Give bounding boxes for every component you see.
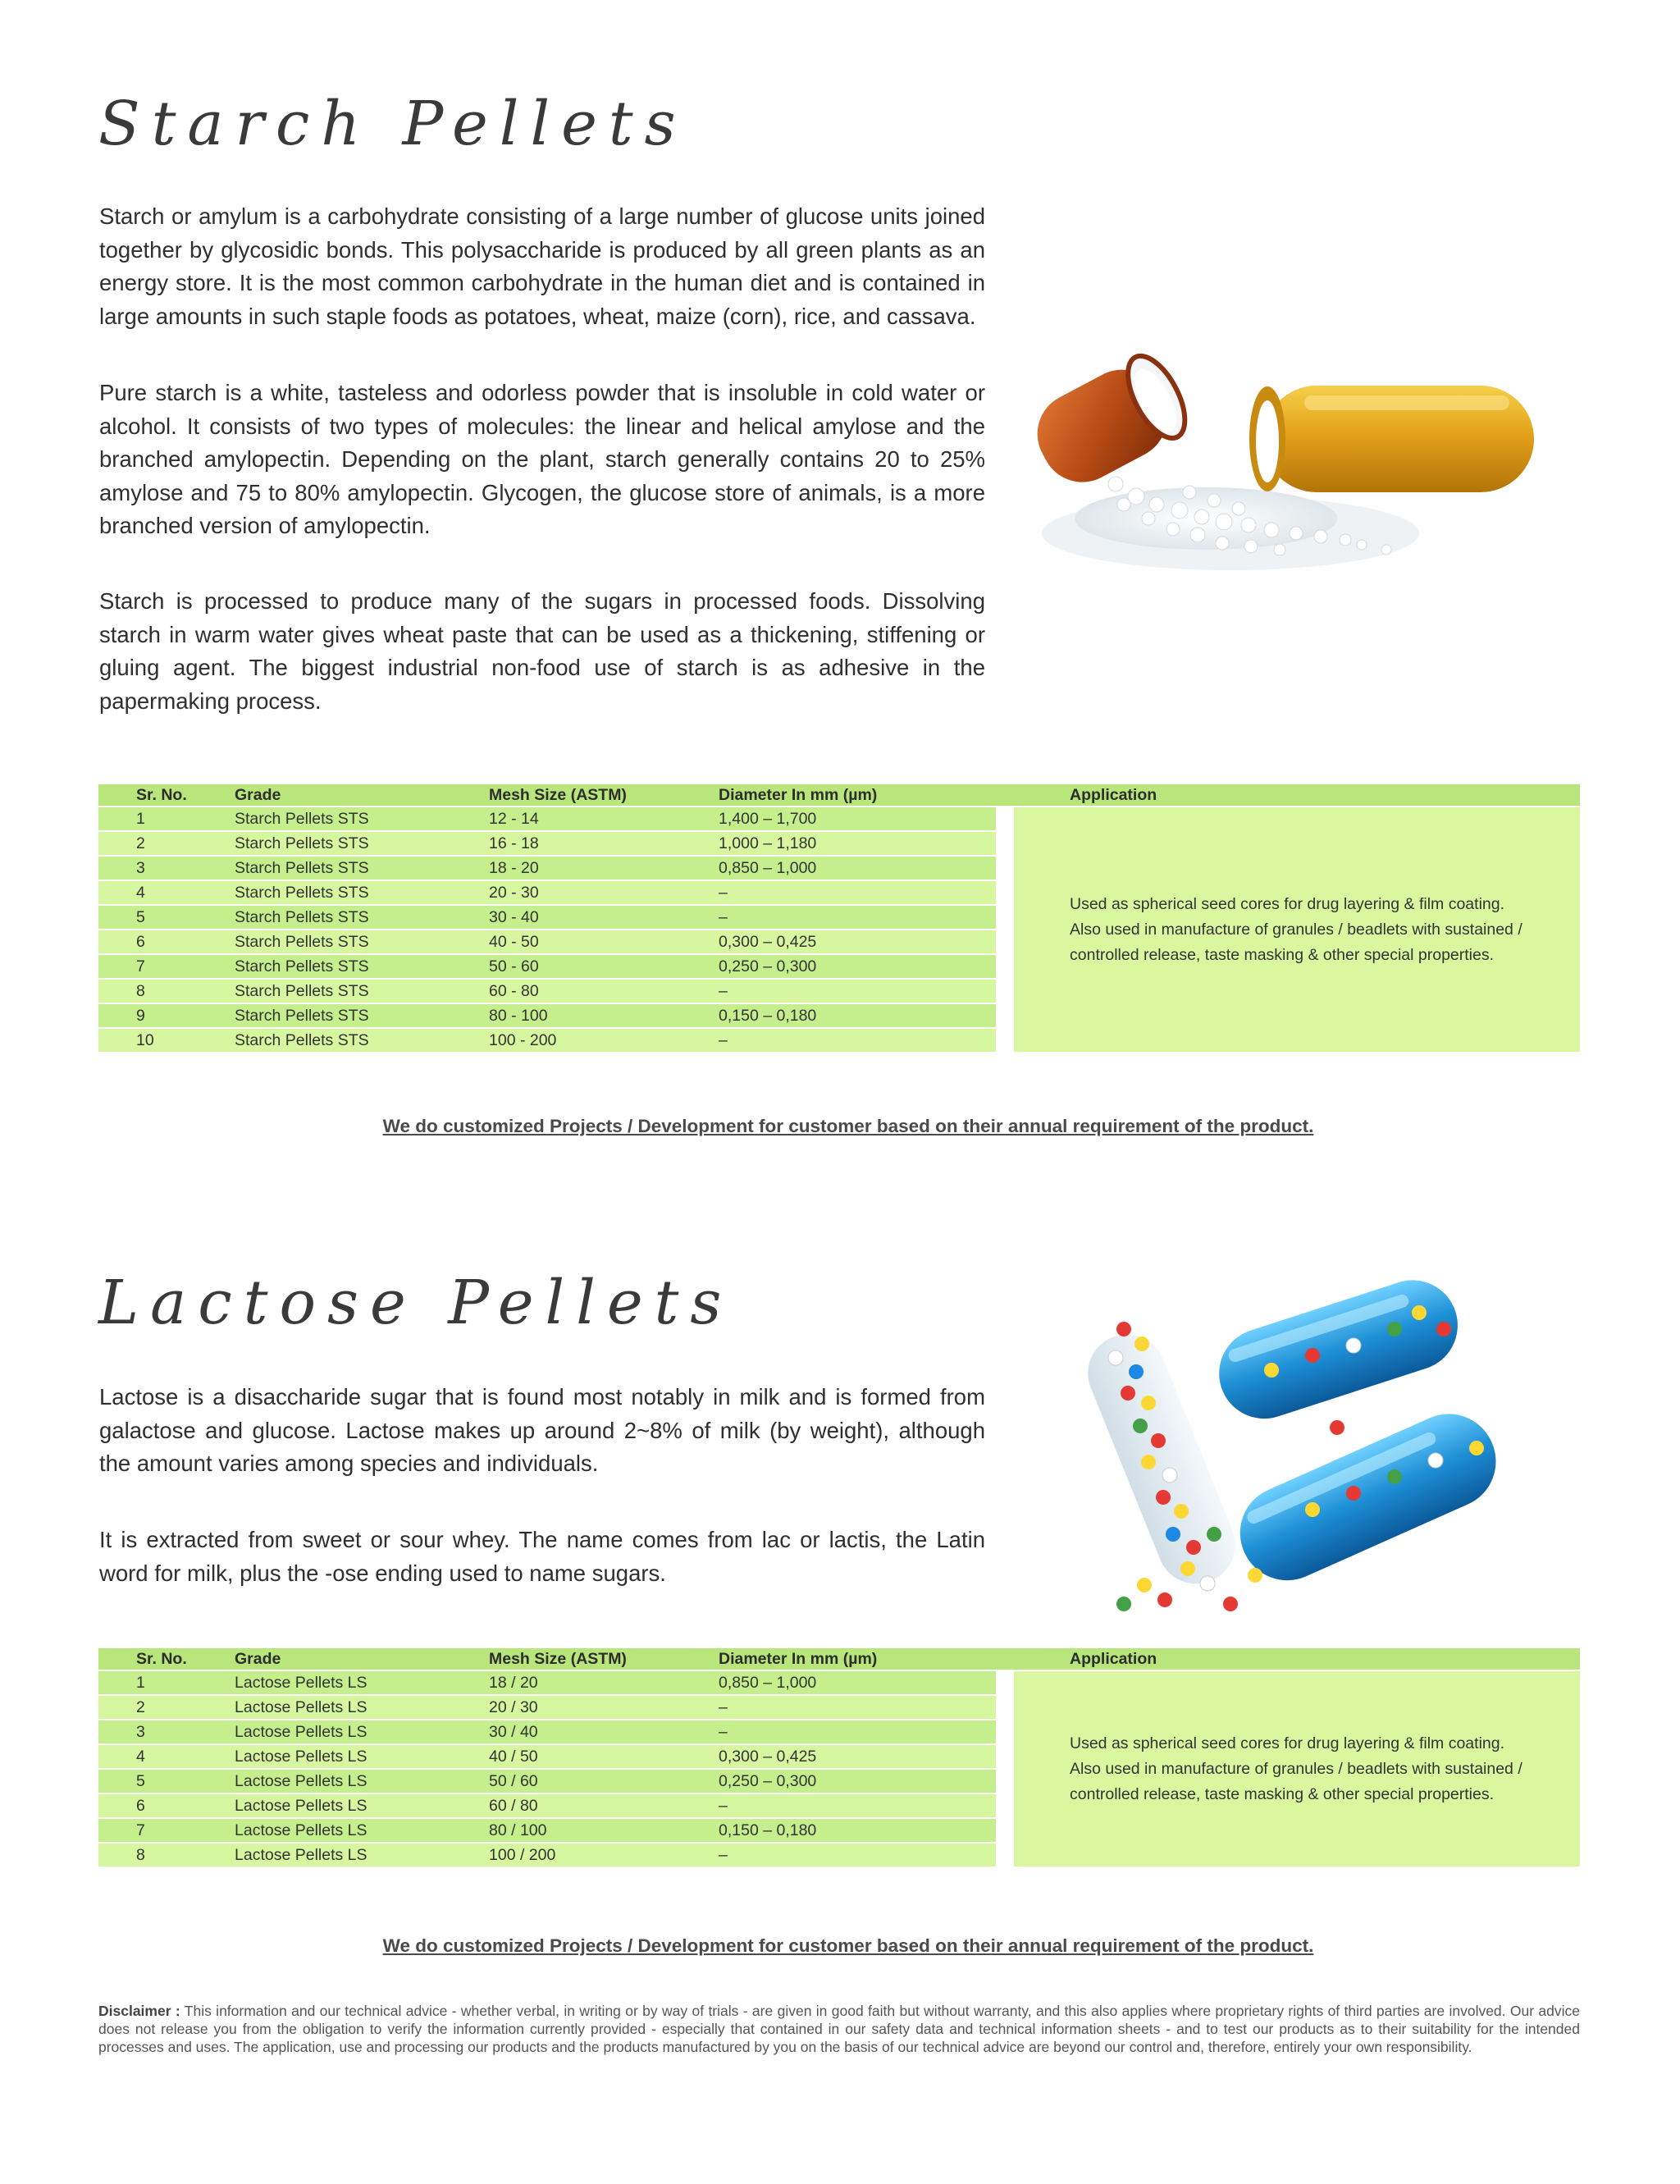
cell-mesh-size: 18 / 20	[489, 1671, 719, 1694]
cell-grade: Starch Pellets STS	[235, 832, 489, 855]
cell-diameter: 0,250 – 0,300	[719, 955, 996, 978]
header-application: Application	[1014, 784, 1580, 806]
application-cell	[1014, 807, 1580, 1052]
cell-grade: Lactose Pellets LS	[235, 1844, 489, 1866]
blue-capsules-beads-icon	[1066, 1280, 1591, 1633]
cell-grade: Lactose Pellets LS	[235, 1745, 489, 1768]
disclaimer-text: This information and our technical advice - whether verbal, in writing or by way of trials - are given in good faith but without warranty, and this also applies where proprietary rights of third parties are involved. Our advice does not release you from the obligation to verify the information currently provided - especially that contained in our safety data and technical information sheets - and to test our products as to their suitability for the intended processes and uses. The application, use and processing our products and the products manufactured by you on the basis of our technical advice are beyond our control and, therefore, entirely your own responsibility.	[98, 2003, 1581, 2055]
application-line: Used as spherical seed cores for drug layering & film coating.	[1070, 894, 1505, 913]
header-sr-no: Sr. No.	[98, 1648, 235, 1670]
lactose-paragraph-2: It is extracted from sweet or sour whey. The name comes from lac or lactis, the Latin word for milk, plus the -ose ending used to name sugars.	[99, 1527, 985, 1586]
table-row	[98, 807, 1580, 830]
cell-mesh-size: 80 - 100	[489, 1004, 719, 1027]
cell-sr-no: 3	[98, 1720, 235, 1743]
starch-paragraph-3: Starch is processed to produce many of the sugars in processed foods. Dissolving starch in warm water gives wheat paste that can be used as a thickening, stiffening or gluing agent. The biggest industrial non-food use of starch is as adhesive in the papermaking process.	[99, 588, 985, 714]
cell-sr-no: 1	[98, 807, 235, 830]
cell-mesh-size: 60 - 80	[489, 980, 719, 1003]
starch-paragraph-2: Pure starch is a white, tasteless and odorless powder that is insoluble in cold water or alcohol. It consists of two types of molecules: the linear and helical amylose and the branched amylopectin. Depending on the plant, starch generally contains 20 to 25% amylose and 75 to 80% amylopectin. Glycogen, the glucose store of animals, is a more branched version of amylopectin.	[99, 380, 985, 538]
cell-sr-no: 9	[98, 1004, 235, 1027]
cell-sr-no: 6	[98, 1794, 235, 1817]
starch-paragraph-1: Starch or amylum is a carbohydrate consisting of a large number of glucose units joined together by glycosidic bonds. This polysaccharide is produced by all green plants as an energy store. It is the most common carbohydrate in the human diet and is contained in large amounts in such staple foods as potatoes, wheat, maize (corn), rice, and cassava.	[99, 203, 985, 329]
cell-sr-no: 10	[98, 1029, 235, 1052]
application-line: Used as spherical seed cores for drug layering & film coating.	[1070, 1734, 1505, 1752]
starch-table	[98, 783, 1580, 1053]
cell-grade: Starch Pellets STS	[235, 930, 489, 953]
cell-mesh-size: 60 / 80	[489, 1794, 719, 1817]
application-line: controlled release, taste masking & other special properties.	[1070, 1784, 1495, 1803]
cell-grade: Lactose Pellets LS	[235, 1770, 489, 1793]
cell-grade: Lactose Pellets LS	[235, 1794, 489, 1817]
cell-mesh-size: 100 / 200	[489, 1844, 719, 1866]
cell-grade: Starch Pellets STS	[235, 980, 489, 1003]
cell-grade: Starch Pellets STS	[235, 955, 489, 978]
application-line: Also used in manufacture of granules / beadlets with sustained /	[1070, 920, 1522, 939]
cell-grade: Starch Pellets STS	[235, 906, 489, 929]
cell-diameter: –	[719, 1696, 996, 1719]
cell-mesh-size: 50 / 60	[489, 1770, 719, 1793]
header-sr-no: Sr. No.	[98, 784, 235, 806]
cell-sr-no: 1	[98, 1671, 235, 1694]
cell-mesh-size: 30 - 40	[489, 906, 719, 929]
header-grade: Grade	[235, 1648, 489, 1670]
starch-title: Starch Pellets	[98, 89, 687, 159]
cell-sr-no: 3	[98, 857, 235, 880]
cell-mesh-size: 40 - 50	[489, 930, 719, 953]
cell-diameter: 0,150 – 0,180	[719, 1819, 996, 1842]
open-capsule-powder-icon	[1017, 328, 1559, 591]
cell-sr-no: 2	[98, 1696, 235, 1719]
cell-sr-no: 5	[98, 1770, 235, 1793]
disclaimer-label: Disclaimer :	[98, 2003, 180, 2019]
cell-diameter: –	[719, 1029, 996, 1052]
cell-grade: Lactose Pellets LS	[235, 1720, 489, 1743]
cell-diameter: 0,150 – 0,180	[719, 1004, 996, 1027]
cell-mesh-size: 18 - 20	[489, 857, 719, 880]
lactose-paragraph-1: Lactose is a disaccharide sugar that is found most notably in milk and is formed from galactose and glucose. Lactose makes up around 2~8% of milk (by weight), although the amount varies among species and individuals.	[99, 1384, 985, 1476]
cell-sr-no: 7	[98, 955, 235, 978]
cell-mesh-size: 40 / 50	[489, 1745, 719, 1768]
cell-sr-no: 8	[98, 980, 235, 1003]
cell-mesh-size: 20 / 30	[489, 1696, 719, 1719]
cell-grade: Lactose Pellets LS	[235, 1671, 489, 1694]
application-line: Also used in manufacture of granules / beadlets with sustained /	[1070, 1759, 1522, 1778]
header-grade: Grade	[235, 784, 489, 806]
cell-diameter: 0,300 – 0,425	[719, 1745, 996, 1768]
header-mesh-size: Mesh Size (ASTM)	[489, 784, 719, 806]
header-diameter: Diameter In mm (µm)	[719, 1648, 996, 1670]
cell-diameter: 1,400 – 1,700	[719, 807, 996, 830]
cell-grade: Starch Pellets STS	[235, 1004, 489, 1027]
cell-grade: Starch Pellets STS	[235, 857, 489, 880]
table-header-row	[98, 784, 1580, 806]
cell-grade: Lactose Pellets LS	[235, 1819, 489, 1842]
lactose-table	[98, 1647, 1580, 1868]
header-diameter: Diameter In mm (µm)	[719, 784, 996, 806]
cell-diameter: 0,300 – 0,425	[719, 930, 996, 953]
starch-custom-note: We do customized Projects / Development for customer based on their annual requirement of the product.	[382, 1116, 1314, 1136]
cell-diameter: –	[719, 1794, 996, 1817]
cell-sr-no: 2	[98, 832, 235, 855]
cell-diameter: –	[719, 906, 996, 929]
cell-grade: Starch Pellets STS	[235, 1029, 489, 1052]
header-mesh-size: Mesh Size (ASTM)	[489, 1648, 719, 1670]
cell-diameter: –	[719, 1720, 996, 1743]
cell-diameter: 0,850 – 1,000	[719, 857, 996, 880]
application-line: controlled release, taste masking & other special properties.	[1070, 945, 1495, 964]
cell-diameter: –	[719, 1844, 996, 1866]
disclaimer	[98, 2002, 1580, 2056]
cell-diameter: –	[719, 881, 996, 904]
table-row	[98, 1671, 1580, 1694]
header-application: Application	[1014, 1648, 1580, 1670]
cell-sr-no: 4	[98, 881, 235, 904]
cell-mesh-size: 80 / 100	[489, 1819, 719, 1842]
cell-grade: Lactose Pellets LS	[235, 1696, 489, 1719]
cell-mesh-size: 20 - 30	[489, 881, 719, 904]
cell-sr-no: 8	[98, 1844, 235, 1866]
cell-mesh-size: 50 - 60	[489, 955, 719, 978]
cell-sr-no: 5	[98, 906, 235, 929]
cell-sr-no: 7	[98, 1819, 235, 1842]
lactose-title: Lactose Pellets	[98, 1268, 733, 1338]
cell-sr-no: 6	[98, 930, 235, 953]
cell-mesh-size: 30 / 40	[489, 1720, 719, 1743]
cell-diameter: 0,850 – 1,000	[719, 1671, 996, 1694]
cell-mesh-size: 12 - 14	[489, 807, 719, 830]
table-header-row	[98, 1648, 1580, 1670]
cell-mesh-size: 16 - 18	[489, 832, 719, 855]
cell-mesh-size: 100 - 200	[489, 1029, 719, 1052]
cell-diameter: 1,000 – 1,180	[719, 832, 996, 855]
lactose-custom-note: We do customized Projects / Development for customer based on their annual requirement of the product.	[382, 1935, 1314, 1956]
cell-diameter: 0,250 – 0,300	[719, 1770, 996, 1793]
cell-diameter: –	[719, 980, 996, 1003]
application-cell	[1014, 1671, 1580, 1866]
cell-grade: Starch Pellets STS	[235, 881, 489, 904]
cell-sr-no: 4	[98, 1745, 235, 1768]
cell-grade: Starch Pellets STS	[235, 807, 489, 830]
